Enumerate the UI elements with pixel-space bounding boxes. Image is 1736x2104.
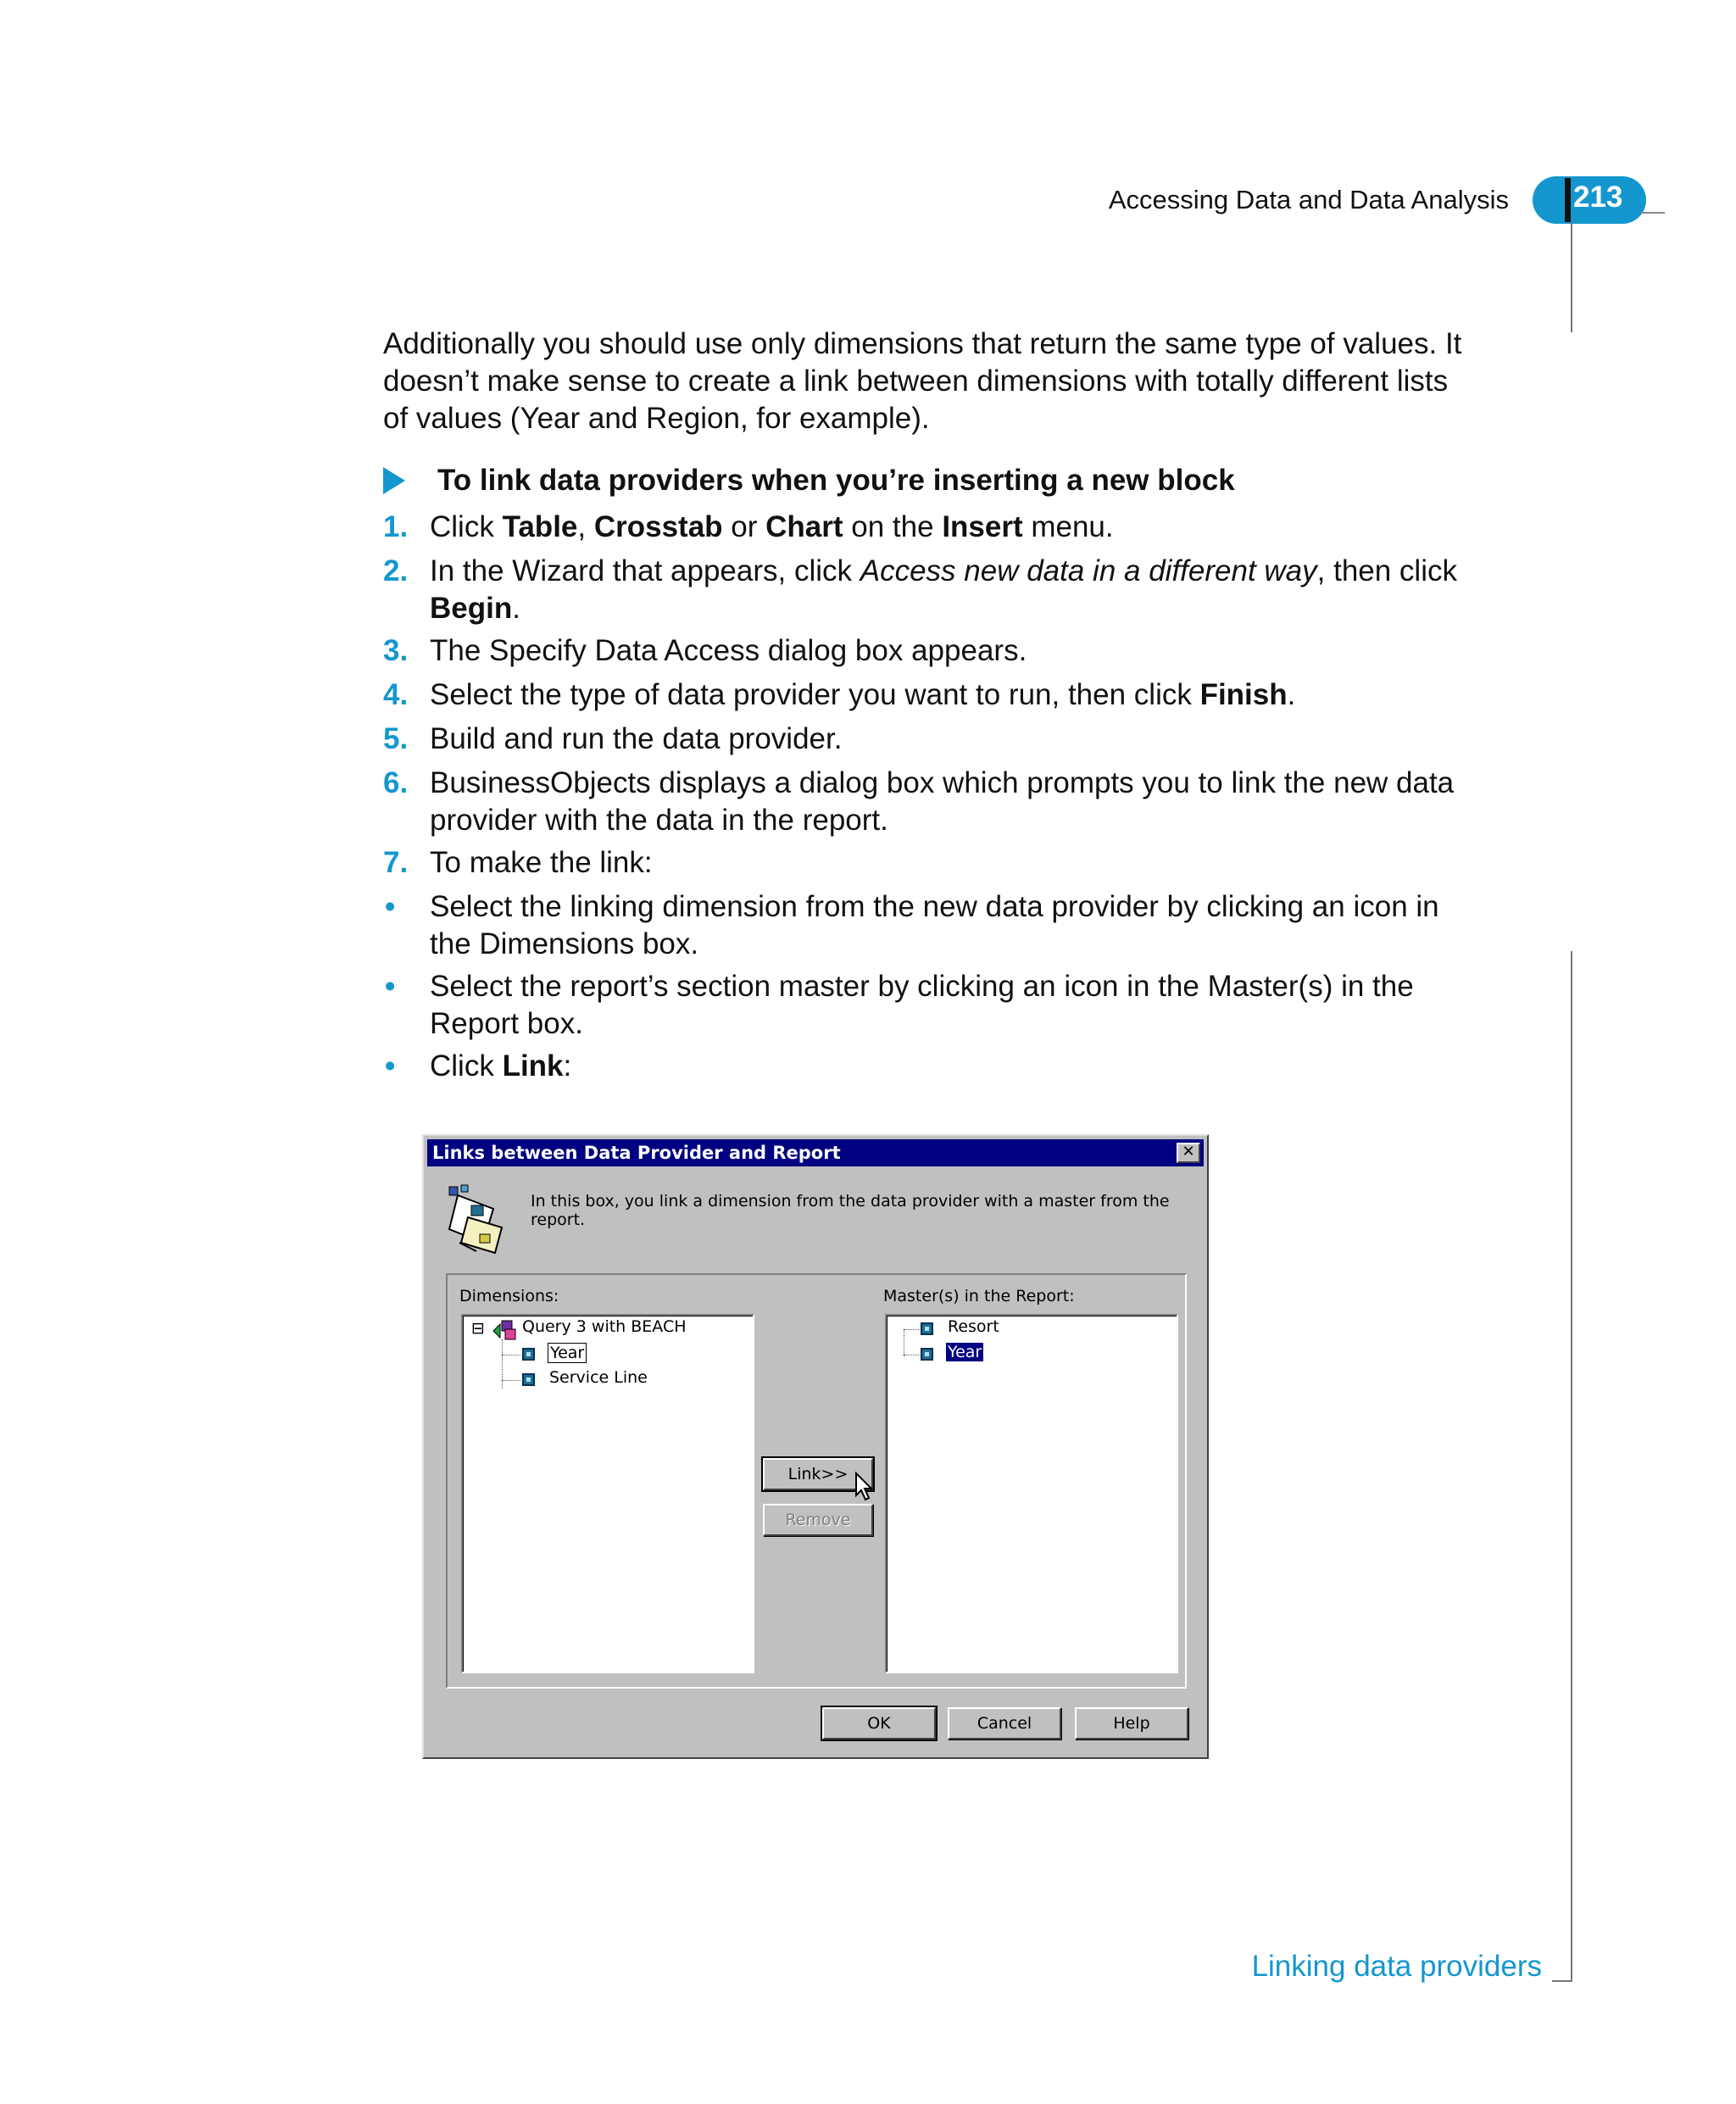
dimension-service-line[interactable]: Service Line: [549, 1368, 648, 1387]
ok-button[interactable]: OK: [822, 1707, 936, 1739]
header-rule: [1641, 212, 1665, 214]
step-item: [383, 844, 1485, 882]
bullet-item: [383, 968, 1485, 1043]
step-number: 5.: [383, 722, 409, 755]
bullet-item: [383, 888, 1485, 963]
masters-tree[interactable]: [885, 1314, 1178, 1673]
step-item: [383, 676, 1485, 714]
dialog-title: Links between Data Provider and Report: [432, 1143, 841, 1163]
step-text: BusinessObjects displays a dialog box which prompts you to link the new data provider with the data in the report.: [430, 766, 1455, 837]
step-text: Select the type of data provider you want to run, then click Finish.: [430, 678, 1296, 711]
dialog-title-bar[interactable]: [427, 1139, 1204, 1166]
bullet-icon: •: [385, 1049, 396, 1083]
bullet-icon: •: [385, 890, 396, 923]
step-text: To make the link:: [430, 846, 653, 879]
step-number: 6.: [383, 766, 409, 799]
help-button[interactable]: Help: [1075, 1707, 1188, 1739]
step-item: [383, 632, 1485, 670]
bullet-text: Select the report’s section master by clicking an icon in the Master(s) in the Report box.: [430, 970, 1414, 1040]
step-text: Click Table, Crosstab or Chart on the Insert menu.: [430, 510, 1114, 543]
step-text: Build and run the data provider.: [430, 722, 843, 755]
step-item: [383, 765, 1485, 839]
step-number: 4.: [383, 678, 409, 711]
collapse-icon[interactable]: ⊟: [471, 1319, 485, 1338]
margin-rule-top: [1571, 222, 1572, 332]
bullet-text: Select the linking dimension from the new data provider by clicking an icon in the Dimensions box.: [430, 890, 1439, 960]
link-wizard-icon: [442, 1183, 514, 1256]
section-footer: Linking data providers: [1251, 1950, 1542, 1983]
tree-connector: [502, 1380, 520, 1381]
master-year-selected[interactable]: Year: [948, 1343, 982, 1361]
masters-label: Master(s) in the Report:: [883, 1287, 1075, 1305]
footer-rule: [1552, 1980, 1572, 1982]
mouse-cursor-icon: [854, 1472, 875, 1502]
dimension-year[interactable]: Year: [548, 1343, 587, 1363]
dialog-description: In this box, you link a dimension from the data provider with a master from the report.: [531, 1192, 1170, 1229]
step-item: [383, 509, 1485, 546]
cancel-button[interactable]: Cancel: [948, 1707, 1061, 1739]
links-dialog: [422, 1134, 1209, 1759]
tree-connector: [904, 1329, 919, 1330]
page-number: 213: [1573, 181, 1623, 214]
step-number: 2.: [383, 554, 409, 587]
page-number-bar: [1565, 178, 1571, 222]
dimensions-tree[interactable]: [461, 1314, 754, 1673]
link-button[interactable]: Link>>: [763, 1458, 873, 1490]
running-header-title: Accessing Data and Data Analysis: [1108, 185, 1509, 214]
bullet-text: Click Link:: [430, 1049, 572, 1083]
margin-rule-bottom: [1571, 951, 1572, 1982]
step-item: [383, 721, 1485, 758]
intro-paragraph: Additionally you should use only dimensions that return the same type of values. It doesn’t make sense to create a link between dimensions with totally different lists of values (Year and Region, for example).: [383, 327, 1462, 435]
step-number: 7.: [383, 846, 409, 879]
procedure-title: To link data providers when you’re inserting a new block: [437, 464, 1235, 497]
tree-connector: [502, 1339, 503, 1389]
step-number: 3.: [383, 634, 409, 667]
query-icon: [492, 1319, 517, 1341]
dimensions-label: Dimensions:: [459, 1287, 559, 1305]
bullet-icon: •: [385, 970, 396, 1003]
dimension-icon: [522, 1348, 535, 1361]
step-item: [383, 553, 1485, 627]
procedure-heading: [383, 464, 1235, 498]
master-icon: [921, 1322, 933, 1335]
dimension-icon: [522, 1373, 535, 1386]
bullet-item: [383, 1048, 1485, 1085]
master-icon: [921, 1348, 933, 1361]
close-button[interactable]: ✕: [1177, 1143, 1200, 1163]
step-text: In the Wizard that appears, click Access new data in a different way, then click Begin.: [430, 554, 1457, 625]
step-number: 1.: [383, 510, 409, 543]
link-group-frame: [446, 1273, 1187, 1689]
query-node[interactable]: Query 3 with BEACH: [522, 1317, 687, 1336]
step-text: The Specify Data Access dialog box appears.: [430, 634, 1027, 667]
master-resort[interactable]: Resort: [948, 1317, 999, 1336]
remove-button[interactable]: Remove: [763, 1504, 873, 1536]
procedure-arrow-icon: [383, 467, 405, 494]
